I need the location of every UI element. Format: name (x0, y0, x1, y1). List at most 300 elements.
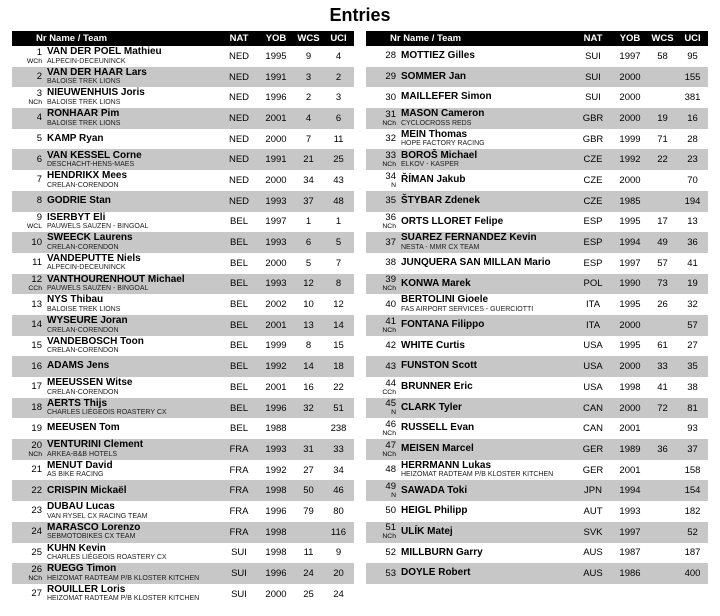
column-header-yob: YOB (265, 33, 287, 44)
rider-name: JUNQUERA SAN MILLAN Mario (401, 256, 551, 268)
rider-wcs-points: 49 (657, 237, 668, 249)
rider-team: VAN RYSEL CX RACING TEAM (47, 512, 148, 520)
rider-uci-points: 155 (684, 71, 701, 83)
rider-prefix: NCh (382, 326, 396, 334)
rider-number-cell (12, 212, 42, 233)
rider-wcs-points (648, 501, 677, 522)
rider-team: HOPE FACTORY RACING (401, 140, 485, 148)
entry-row (12, 398, 354, 419)
rider-yob: 1993 (265, 237, 287, 249)
rider-name: VANDEPUTTE Niels (47, 252, 141, 264)
table-header-right (366, 31, 708, 46)
rider-number: 11 (32, 257, 42, 269)
rider-number-cell (366, 129, 396, 150)
rider-name: ŘÍMAN Jakub (401, 174, 466, 186)
rider-wcs-points: 8 (305, 340, 312, 352)
column-header-nat: NAT (583, 33, 603, 44)
rider-number-cell (12, 294, 42, 315)
rider-name: MEIN Thomas (401, 128, 468, 140)
rider-yob: 2001 (619, 423, 641, 435)
rider-number: 25 (31, 546, 42, 558)
rider-nat: BEL (230, 216, 248, 228)
rider-uci-points: 52 (687, 526, 698, 538)
rider-wcs-points (648, 460, 677, 481)
entry-row (12, 356, 354, 377)
entry-row (12, 563, 354, 584)
rider-name-cell (42, 87, 220, 108)
entry-row (366, 356, 708, 377)
rider-number-cell (366, 294, 396, 315)
rider-number-cell (12, 398, 42, 419)
rider-nat: AUS (583, 568, 603, 580)
rider-nat: NED (228, 133, 250, 145)
rider-nat: CZE (583, 195, 603, 207)
rider-wcs-points: 10 (303, 299, 314, 311)
table-rows-right (366, 46, 708, 584)
rider-name-cell (396, 336, 574, 357)
rider-team: PAUWELS SAUZEN - BINGOAL (47, 285, 149, 293)
rider-number-cell (12, 274, 42, 295)
rider-number-cell (12, 67, 42, 88)
rider-wcs-points: 7 (305, 133, 312, 145)
entry-row (366, 232, 708, 253)
rider-number: 29 (385, 71, 396, 83)
entry-row (12, 460, 354, 481)
rider-number-cell (366, 149, 396, 170)
rider-name: WYSEURE Joran (47, 315, 128, 327)
rider-number: 16 (31, 360, 42, 372)
rider-number: 38 (385, 257, 396, 269)
rider-yob: 2000 (619, 361, 641, 373)
rider-yob: 1989 (619, 443, 641, 455)
rider-name: ORTS LLORET Felipe (401, 215, 504, 227)
rider-name-cell (42, 336, 220, 357)
rider-number-cell (366, 439, 396, 460)
rider-name: SUAREZ FERNANDEZ Kevin (401, 232, 537, 244)
rider-uci-points: 400 (684, 568, 701, 580)
rider-name-cell (396, 294, 574, 315)
rider-prefix: NCh (382, 285, 396, 293)
rider-number: 18 (31, 402, 42, 414)
rider-yob: 2000 (619, 319, 641, 331)
rider-name-cell (42, 67, 220, 88)
rider-prefix: NCh (28, 98, 42, 106)
column-header-yob: YOB (619, 33, 641, 44)
rider-prefix: N (391, 492, 396, 500)
rider-nat: BEL (230, 278, 248, 290)
entry-row (12, 212, 354, 233)
rider-number-cell (366, 274, 396, 295)
rider-name-cell (42, 377, 220, 398)
rider-nat: BEL (230, 319, 248, 331)
rider-uci-points: 154 (684, 485, 701, 497)
rider-wcs-points: 32 (303, 402, 314, 414)
rider-name-cell (396, 563, 574, 584)
entry-row (12, 315, 354, 336)
rider-nat: CZE (583, 154, 603, 166)
rider-name-cell (42, 584, 220, 605)
rider-number-cell (12, 253, 42, 274)
rider-yob: 1985 (619, 195, 641, 207)
entry-row (366, 418, 708, 439)
rider-prefix: NCh (382, 450, 396, 458)
rider-uci-points: 32 (687, 299, 698, 311)
rider-number-cell (366, 253, 396, 274)
entry-row (366, 46, 708, 67)
column-header-wcs: WCS (297, 33, 320, 44)
rider-yob: 1987 (619, 547, 641, 559)
rider-name: ISERBYT Eli (47, 211, 106, 223)
rider-name: AERTS Thijs (47, 397, 108, 409)
rider-wcs-points: 27 (303, 464, 314, 476)
rider-uci-points: 18 (333, 361, 344, 373)
rider-number: 19 (31, 422, 42, 434)
rider-prefix: WCh (26, 57, 42, 65)
rider-number: 21 (31, 464, 42, 476)
rider-number-cell (12, 315, 42, 336)
rider-name-cell (42, 543, 220, 564)
rider-number: 17 (31, 381, 42, 393)
rider-number: 7 (36, 174, 42, 186)
rider-uci-points: 20 (333, 568, 344, 580)
entry-row (12, 108, 354, 129)
rider-number-cell (366, 377, 396, 398)
rider-team: DESCHACHT-HENS-MAES (47, 161, 135, 169)
rider-number: 32 (385, 133, 396, 145)
rider-uci-points: 34 (333, 464, 344, 476)
rider-team: CHARLES LIÉGEOIS ROASTERY CX (47, 409, 167, 417)
column-header-uci: UCI (684, 33, 701, 44)
rider-number: 10 (31, 236, 42, 248)
rider-wcs-points: 6 (305, 237, 312, 249)
rider-prefix: NCh (28, 574, 42, 582)
rider-prefix: CCh (28, 285, 42, 293)
rider-name-cell (42, 480, 220, 501)
rider-number: 52 (385, 546, 396, 558)
rider-number: 51 (385, 522, 396, 534)
rider-wcs-points: 21 (303, 154, 314, 166)
rider-uci-points: 46 (333, 485, 344, 497)
rider-name-cell (396, 377, 574, 398)
rider-nat: BEL (230, 340, 248, 352)
rider-wcs-points (648, 67, 677, 88)
rider-nat: BEL (230, 381, 248, 393)
rider-uci-points: 15 (333, 340, 344, 352)
rider-name-cell (396, 149, 574, 170)
rider-name: FUNSTON Scott (401, 360, 477, 372)
rider-nat: AUT (583, 505, 603, 517)
rider-number: 43 (385, 360, 396, 372)
rider-number: 44 (385, 377, 396, 389)
rider-team: BALOISE TREK LIONS (47, 305, 121, 313)
rider-number: 12 (31, 274, 42, 286)
rider-name: RUSSELL Evan (401, 422, 475, 434)
rider-prefix: WCL (26, 223, 42, 231)
rider-prefix: NCh (382, 161, 396, 169)
entries-table-right (366, 31, 708, 584)
rider-yob: 1992 (265, 361, 287, 373)
rider-wcs-points: 19 (657, 112, 668, 124)
rider-yob: 2001 (265, 319, 287, 331)
rider-name: MOTTIEZ Gilles (401, 50, 475, 62)
rider-yob: 1998 (265, 485, 287, 497)
rider-team: BALOISE TREK LIONS (47, 78, 121, 86)
rider-uci-points: 43 (333, 174, 344, 186)
rider-name-cell (42, 522, 220, 543)
rider-number: 47 (385, 439, 396, 451)
rider-name: MILLBURN Garry (401, 546, 483, 558)
rider-yob: 1997 (619, 257, 641, 269)
rider-name: MENUT David (47, 459, 113, 471)
rider-yob: 2002 (265, 299, 287, 311)
rider-nat: BEL (230, 299, 248, 311)
rider-uci-points: 11 (333, 133, 344, 145)
rider-yob: 1993 (265, 443, 287, 455)
rider-wcs-points: 37 (303, 195, 314, 207)
rider-yob: 1994 (619, 485, 641, 497)
rider-yob: 2000 (619, 174, 641, 186)
rider-team: HEIZOMAT RADTEAM P/B KLOSTER KITCHEN (47, 574, 200, 582)
rider-name: KUHN Kevin (47, 542, 106, 554)
rider-number-cell (12, 522, 42, 543)
rider-nat: FRA (229, 464, 249, 476)
rider-number: 8 (36, 195, 42, 207)
rider-team: ELKOV - KASPER (401, 161, 459, 169)
rider-number-cell (12, 439, 42, 460)
rider-name: VAN KESSEL Corne (47, 149, 142, 161)
rider-number: 50 (385, 505, 396, 517)
entry-row (12, 294, 354, 315)
rider-name: BERTOLINI Gioele (401, 294, 489, 306)
rider-yob: 1996 (265, 568, 287, 580)
rider-wcs-points: 73 (657, 278, 668, 290)
rider-name: MEEUSEN Tom (47, 422, 120, 434)
rider-nat: FRA (229, 485, 249, 497)
rider-nat: SUI (231, 588, 247, 600)
rider-nat: SUI (231, 568, 247, 580)
rider-name: GODRIE Stan (47, 194, 111, 206)
rider-name: VANDEBOSCH Toon (47, 335, 144, 347)
rider-yob: 1999 (265, 340, 287, 352)
rider-yob: 1991 (265, 154, 287, 166)
rider-number: 39 (385, 274, 396, 286)
rider-number-cell (12, 356, 42, 377)
rider-name-cell (396, 108, 574, 129)
entry-row (366, 87, 708, 108)
rider-wcs-points: 9 (305, 50, 312, 62)
entry-row (366, 170, 708, 191)
rider-nat: FRA (229, 526, 249, 538)
rider-number-cell (366, 170, 396, 191)
rider-wcs-points: 61 (657, 340, 668, 352)
rider-name: HERRMANN Lukas (401, 459, 492, 471)
rider-uci-points: 35 (687, 361, 698, 373)
column-header-nr-name: Nr Name / Team (36, 33, 108, 44)
rider-prefix: N (391, 409, 396, 417)
rider-wcs-points: 3 (305, 71, 312, 83)
rider-name: CRISPIN Mickaël (47, 484, 127, 496)
rider-prefix: NCh (382, 223, 396, 231)
rider-wcs-points: 14 (303, 361, 314, 373)
rider-team: CRELAN-CORENDON (47, 347, 119, 355)
rider-name-cell (42, 356, 220, 377)
rider-yob: 1997 (265, 216, 287, 228)
rider-nat: BEL (230, 423, 248, 435)
rider-name: SWEECK Laurens (47, 232, 133, 244)
rider-yob: 2000 (619, 71, 641, 83)
rider-name-cell (396, 232, 574, 253)
rider-name: NYS Thibau (47, 294, 104, 306)
rider-name-cell (42, 398, 220, 419)
entries-tables (0, 31, 720, 605)
rider-yob: 1993 (619, 505, 641, 517)
rider-team: CRELAN-CORENDON (47, 243, 119, 251)
column-header-uci: UCI (330, 33, 347, 44)
rider-wcs-points (648, 87, 677, 108)
entry-row (12, 274, 354, 295)
rider-wcs-points: 12 (303, 278, 314, 290)
rider-number-cell (12, 46, 42, 67)
rider-yob: 2000 (619, 112, 641, 124)
rider-uci-points: 158 (684, 464, 701, 476)
rider-name: RONHAAR Pim (47, 108, 120, 120)
rider-yob: 1996 (265, 92, 287, 104)
rider-number: 49 (385, 481, 396, 493)
rider-number-cell (366, 543, 396, 564)
entry-row (366, 253, 708, 274)
rider-name-cell (396, 439, 574, 460)
rider-name-cell (396, 87, 574, 108)
rider-uci-points: 9 (335, 547, 342, 559)
rider-uci-points: 57 (687, 319, 698, 331)
rider-nat: CAN (582, 402, 604, 414)
rider-name: KONWA Marek (401, 277, 471, 289)
rider-nat: POL (583, 278, 603, 290)
rider-uci-points: 38 (687, 381, 698, 393)
rider-number-cell (12, 170, 42, 191)
entry-row (12, 501, 354, 522)
column-header-nat: NAT (229, 33, 249, 44)
entry-row (366, 439, 708, 460)
rider-name: ŠTYBAR Zdenek (401, 194, 480, 206)
rider-nat: CZE (583, 174, 603, 186)
rider-number-cell (366, 108, 396, 129)
rider-nat: ESP (583, 216, 603, 228)
rider-yob: 2000 (619, 92, 641, 104)
rider-prefix: NCh (382, 119, 396, 127)
rider-name-cell (396, 480, 574, 501)
rider-nat: SUI (585, 71, 601, 83)
rider-uci-points: 116 (330, 526, 347, 538)
rider-nat: NED (228, 71, 250, 83)
entry-row (366, 522, 708, 543)
rider-name-cell (42, 274, 220, 295)
entry-row (12, 336, 354, 357)
rider-team: BALOISE TREK LIONS (47, 98, 121, 106)
rider-nat: ESP (583, 237, 603, 249)
rider-name-cell (42, 501, 220, 522)
rider-name-cell (396, 501, 574, 522)
entry-row (12, 584, 354, 605)
rider-number-cell (12, 232, 42, 253)
rider-wcs-points: 16 (303, 381, 314, 393)
rider-yob: 2001 (619, 464, 641, 476)
rider-name-cell (396, 315, 574, 336)
entry-row (366, 108, 708, 129)
rider-name: NIEUWENHUIS Joris (47, 87, 145, 99)
rider-uci-points: 25 (333, 154, 344, 166)
rider-uci-points: 48 (333, 195, 344, 207)
rider-number: 41 (385, 315, 396, 327)
rider-uci-points: 24 (333, 588, 344, 600)
entry-row (12, 522, 354, 543)
rider-number-cell (366, 336, 396, 357)
rider-wcs-points (648, 191, 677, 212)
rider-name: MARASCO Lorenzo (47, 521, 141, 533)
rider-wcs-points: 4 (305, 112, 312, 124)
rider-name: KAMP Ryan (47, 132, 104, 144)
rider-team: CRELAN-CORENDON (47, 388, 119, 396)
rider-nat: BEL (230, 402, 248, 414)
rider-yob: 2000 (619, 402, 641, 414)
rider-name: RÜEGG Timon (47, 563, 117, 575)
rider-number-cell (12, 377, 42, 398)
rider-name-cell (42, 460, 220, 481)
rider-number: 45 (385, 398, 396, 410)
rider-uci-points: 238 (330, 423, 347, 435)
rider-yob: 1997 (619, 526, 641, 538)
entry-row (12, 439, 354, 460)
rider-number: 37 (385, 236, 396, 248)
rider-name: BRUNNER Eric (401, 381, 473, 393)
rider-name-cell (42, 149, 220, 170)
rider-name-cell (42, 212, 220, 233)
rider-name: SAWADA Toki (401, 484, 468, 496)
rider-prefix: CCh (382, 388, 396, 396)
rider-number: 40 (385, 298, 396, 310)
rider-name-cell (396, 67, 574, 88)
entry-row (366, 274, 708, 295)
entry-row (366, 336, 708, 357)
rider-nat: BEL (230, 361, 248, 373)
rider-name-cell (42, 129, 220, 150)
rider-uci-points: 2 (335, 71, 342, 83)
rider-uci-points: 7 (335, 257, 342, 269)
entry-row (12, 87, 354, 108)
rider-yob: 2000 (265, 257, 287, 269)
rider-wcs-points (648, 418, 677, 439)
rider-name: VAN DER HAAR Lars (47, 66, 147, 78)
rider-nat: ITA (585, 319, 601, 331)
rider-uci-points: 33 (333, 443, 344, 455)
rider-wcs-points: 33 (657, 361, 668, 373)
rider-nat: SUI (585, 50, 601, 62)
rider-uci-points: 22 (333, 381, 344, 393)
entry-row (12, 418, 354, 439)
rider-number-cell (366, 563, 396, 584)
rider-nat: CAN (582, 423, 604, 435)
rider-name-cell (396, 398, 574, 419)
rider-name: MAILLEFER Simon (401, 91, 492, 103)
rider-number-cell (366, 212, 396, 233)
rider-name-cell (42, 232, 220, 253)
rider-number-cell (12, 129, 42, 150)
rider-yob: 1996 (265, 402, 287, 414)
rider-uci-points: 19 (687, 278, 698, 290)
rider-number-cell (12, 108, 42, 129)
rider-team: PAUWELS SAUZEN - BINGOAL (47, 223, 149, 231)
rider-nat: USA (583, 361, 603, 373)
